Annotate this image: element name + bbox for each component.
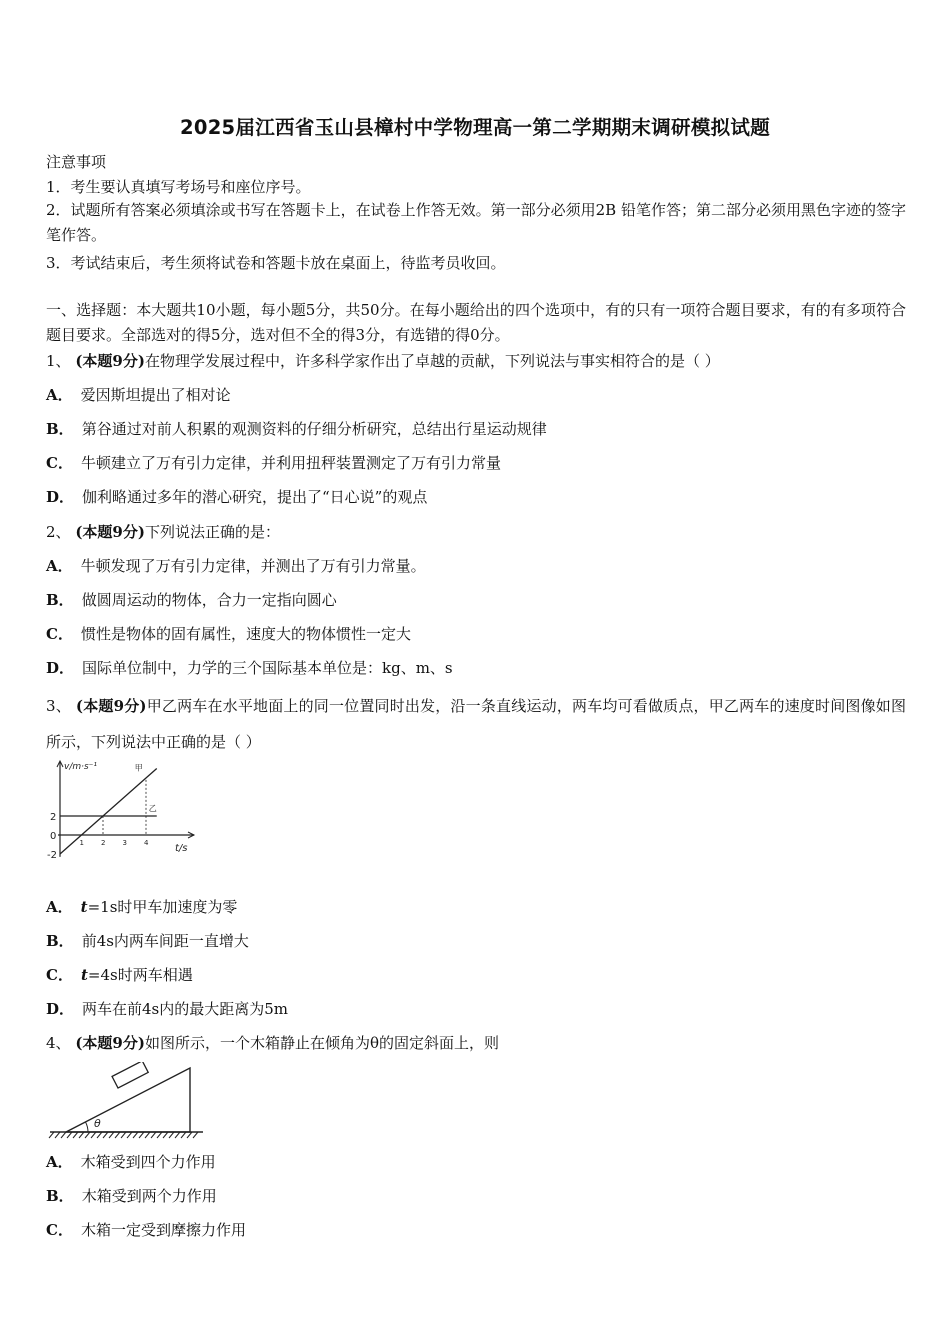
option-text: 惯性是物体的固有属性，速度大的物体惯性一定大 <box>80 625 411 643</box>
hatch-mark <box>61 1132 66 1138</box>
hatch-mark <box>127 1132 132 1138</box>
option-text: 国际单位制中，力学的三个国际基本单位是：kg、m、s <box>82 659 453 677</box>
hatch-mark <box>169 1132 174 1138</box>
option-label: B． <box>46 591 74 609</box>
question-4-stem <box>46 1033 499 1053</box>
wooden-box <box>112 1062 148 1088</box>
q2-option-c[interactable] <box>46 624 411 644</box>
hatch-mark <box>91 1132 96 1138</box>
hatch-mark <box>103 1132 108 1138</box>
page-title: 2025届江西省玉山县樟村中学物理高一第二学期期末调研模拟试题 <box>179 116 771 139</box>
question-3-stem <box>46 688 906 760</box>
q2-option-a[interactable] <box>46 556 426 576</box>
velocity-time-chart <box>44 758 204 868</box>
option-text: 爱因斯坦提出了相对论 <box>80 386 231 404</box>
hatch-mark <box>193 1132 198 1138</box>
question-text: 在物理学发展过程中，许多科学家作出了卓越的贡献，下列说法与事实相符合的是（ ） <box>144 352 720 370</box>
option-label: D． <box>46 1000 75 1018</box>
hatch-mark <box>145 1132 150 1138</box>
hatch-mark <box>187 1132 192 1138</box>
y-tick-label: 2 <box>50 812 57 823</box>
hatch-mark <box>133 1132 138 1138</box>
question-score: (本题9分) <box>75 697 147 715</box>
question-number: 3、 <box>46 697 71 715</box>
question-number: 2、 <box>46 523 71 541</box>
y-tick-label: 0 <box>50 831 57 842</box>
q1-option-a[interactable] <box>46 385 231 405</box>
hatch-mark <box>115 1132 120 1138</box>
option-text: 前4s内两车间距一直增大 <box>81 932 249 950</box>
ground-hatching <box>49 1132 203 1138</box>
q1-option-b[interactable] <box>46 419 547 439</box>
option-label: C． <box>46 1221 73 1239</box>
hatch-mark <box>175 1132 180 1138</box>
note-item-1: 1．考生要认真填写考场号和座位序号。 <box>46 178 311 196</box>
option-label: D． <box>46 659 75 677</box>
hatch-mark <box>67 1132 72 1138</box>
hatch-mark <box>163 1132 168 1138</box>
hatch-mark <box>85 1132 90 1138</box>
q3-option-c[interactable] <box>46 965 193 985</box>
option-label: B． <box>46 932 74 950</box>
x-tick-label: 2 <box>101 839 106 847</box>
hatch-mark <box>151 1132 156 1138</box>
question-number: 1、 <box>46 352 71 370</box>
q1-option-c[interactable] <box>46 453 501 473</box>
series-label: 乙 <box>148 804 157 813</box>
hatch-mark <box>73 1132 78 1138</box>
angle-label: θ <box>94 1117 101 1130</box>
hatch-mark <box>55 1132 60 1138</box>
q2-option-b[interactable] <box>46 590 337 610</box>
hatch-mark <box>157 1132 162 1138</box>
angle-arc <box>86 1122 88 1132</box>
question-2-stem <box>46 522 280 542</box>
option-text: 木箱受到四个力作用 <box>80 1153 216 1171</box>
option-label: C． <box>46 625 73 643</box>
note-item-3: 3．考试结束后，考生须将试卷和答题卡放在桌面上，待监考员收回。 <box>46 254 506 272</box>
option-label: A． <box>46 898 73 916</box>
question-text: 下列说法正确的是： <box>144 523 280 541</box>
q2-option-d[interactable] <box>46 658 453 678</box>
hatch-mark <box>109 1132 114 1138</box>
option-text: 伽利略通过多年的潜心研究，提出了“日心说”的观点 <box>82 488 428 506</box>
note-item-2: 2．试题所有答案必须填涂或书写在答题卡上，在试卷上作答无效。第一部分必须用2B 铅笔作答；第二部分必须用黑色字迹的签字笔作答。 <box>46 201 906 244</box>
option-label: A． <box>46 1153 73 1171</box>
option-label: B． <box>46 420 74 438</box>
option-text: 两车在前4s内的最大距离为5m <box>82 1000 289 1018</box>
hatch-mark <box>121 1132 126 1138</box>
x-axis-label: t/s <box>175 843 188 854</box>
option-text: 第谷通过对前人积累的观测资料的仔细分析研究，总结出行星运动规律 <box>81 420 547 438</box>
q3-option-d[interactable] <box>46 999 288 1019</box>
q4-option-b[interactable] <box>46 1186 217 1206</box>
notes-heading: 注意事项 <box>46 153 107 171</box>
option-label: B． <box>46 1187 74 1205</box>
q3-option-a[interactable] <box>46 897 237 917</box>
variable-t: t <box>80 898 88 916</box>
hatch-mark <box>49 1132 54 1138</box>
x-tick-label: 4 <box>144 839 149 847</box>
hatch-mark <box>79 1132 84 1138</box>
q3-option-b[interactable] <box>46 931 249 951</box>
option-text: =4s时两车相遇 <box>87 966 193 984</box>
option-label: A． <box>46 557 73 575</box>
hatch-mark <box>139 1132 144 1138</box>
question-number: 4、 <box>46 1034 71 1052</box>
y-tick-label: -2 <box>47 850 57 861</box>
option-label: D． <box>46 488 75 506</box>
q4-option-c[interactable] <box>46 1220 246 1240</box>
option-text: 做圆周运动的物体，合力一定指向圆心 <box>81 591 337 609</box>
x-tick-label: 3 <box>122 839 127 847</box>
option-text: 牛顿建立了万有引力定律，并利用扭秤装置测定了万有引力常量 <box>80 454 501 472</box>
question-score: (本题9分) <box>75 1034 145 1052</box>
series-line-jia <box>60 769 157 855</box>
question-score: (本题9分) <box>75 523 145 541</box>
option-label: C． <box>46 966 73 984</box>
hatch-mark <box>97 1132 102 1138</box>
y-axis-label: v/m·s⁻¹ <box>64 762 98 772</box>
question-score: (本题9分) <box>75 352 145 370</box>
section-instructions: 一、选择题：本大题共10小题，每小题5分，共50分。在每小题给出的四个选项中，有的只有一项符合题目要求，有的有多项符合题目要求。全部选对的得5分，选对但不全的得3分，有选错的得0分。 <box>46 301 906 344</box>
option-text: 牛顿发现了万有引力定律，并测出了万有引力常量。 <box>80 557 426 575</box>
variable-t: t <box>80 966 88 984</box>
option-text: 木箱一定受到摩擦力作用 <box>80 1221 246 1239</box>
question-text: 甲乙两车在水平地面上的同一位置同时出发，沿一条直线运动，两车均可看做质点，甲乙两车的速度时间图像如图所示，下列说法中正确的是（ ） <box>46 697 907 751</box>
q4-option-a[interactable] <box>46 1152 216 1172</box>
hatch-mark <box>181 1132 186 1138</box>
option-text: =1s时甲车加速度为零 <box>87 898 238 916</box>
series-label: 甲 <box>134 763 143 773</box>
option-label: A． <box>46 386 73 404</box>
option-label: C． <box>46 454 73 472</box>
incline-diagram <box>48 1062 208 1140</box>
q1-option-d[interactable] <box>46 487 427 507</box>
x-tick-label: 1 <box>79 839 84 847</box>
question-1-stem <box>46 351 720 371</box>
question-text: 如图所示，一个木箱静止在倾角为θ的固定斜面上，则 <box>144 1034 500 1052</box>
option-text: 木箱受到两个力作用 <box>81 1187 217 1205</box>
